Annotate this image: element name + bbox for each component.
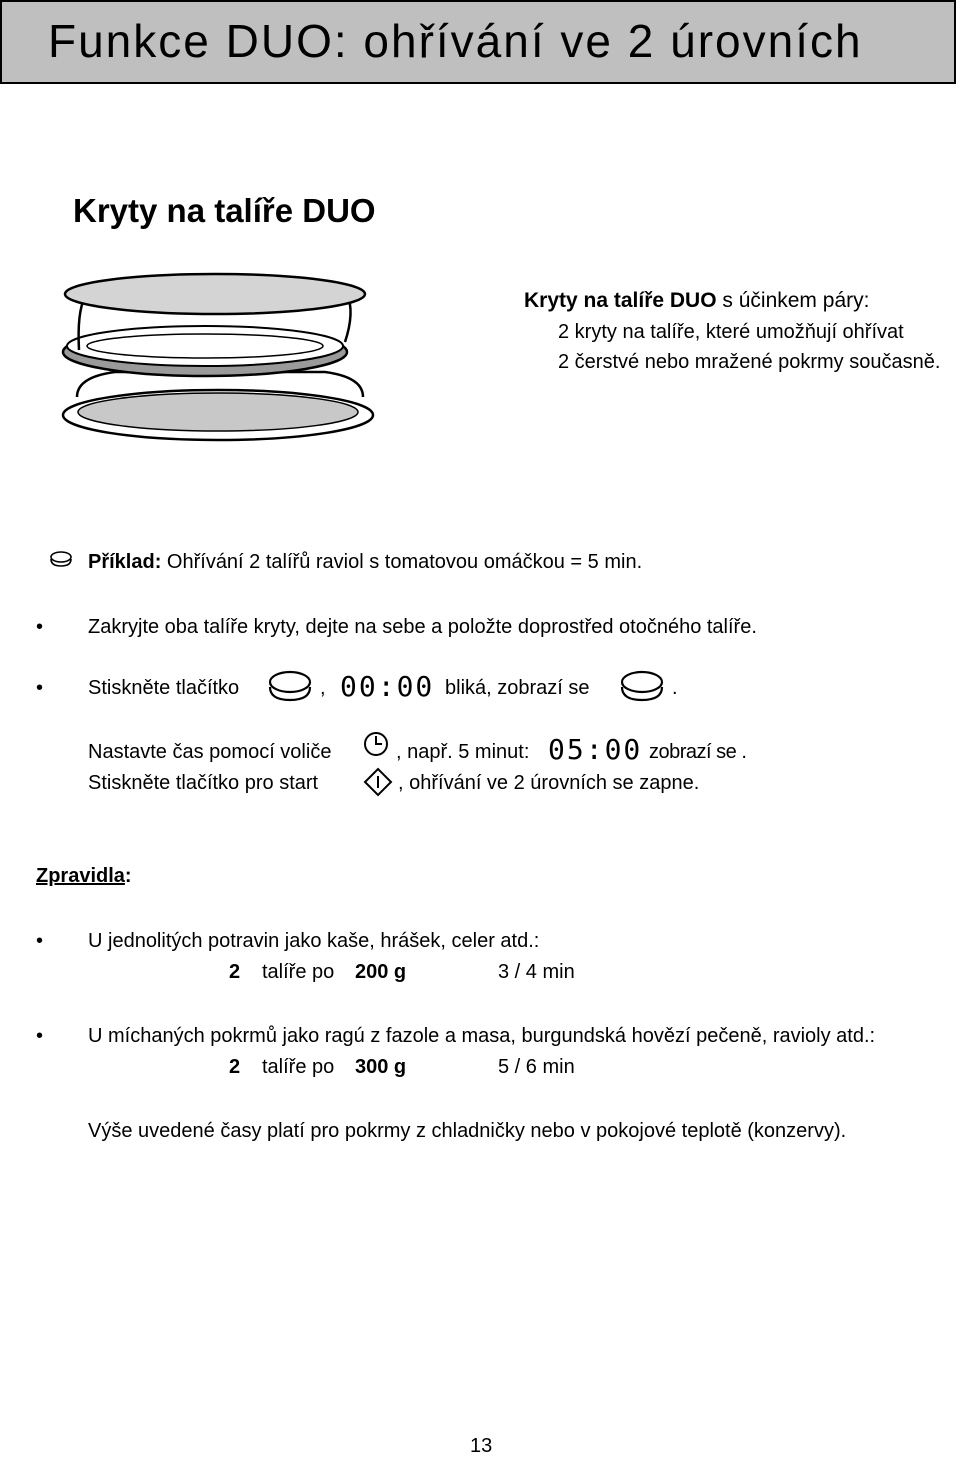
rule-2-time: 5 / 6 min: [498, 1056, 575, 1078]
intro-line-2: 2 kryty na talíře, které umožňují ohřívat: [558, 321, 904, 343]
bullet: •: [36, 1025, 44, 1047]
display-readout-2: 05:00: [548, 733, 643, 766]
rule-1-weight: 200 g: [355, 961, 407, 983]
step-2-text-a: Stiskněte tlačítko: [88, 677, 240, 699]
step-2-text-c: bliká, zobrazí se: [445, 677, 590, 699]
step-2-comma: ,: [320, 677, 326, 699]
bullet: •: [36, 930, 44, 952]
rule-2-count: 2: [229, 1056, 241, 1078]
rules-note: Výše uvedené časy platí pro pokrmy z chladničky nebo v pokojové teplotě (konzervy).: [88, 1120, 847, 1142]
rule-1-count: 2: [229, 961, 241, 983]
step-3-text-c: zobrazí se .: [649, 741, 747, 763]
plate-icon: [49, 550, 73, 570]
rule-1: U jednolitých potravin jako kaše, hrášek, celer atd.:: [88, 930, 540, 952]
intro-line-3: 2 čerstvé nebo mražené pokrmy současně.: [558, 351, 941, 373]
rule-2: U míchaných pokrmů jako ragú z fazole a masa, burgundská hovězí pečeně, ravioly atd.:: [88, 1025, 876, 1047]
duo-button-icon: [266, 668, 314, 708]
page-title: Funkce DUO: ohřívání ve 2 úrovních: [48, 15, 863, 67]
duo-covers-illustration: [55, 272, 385, 452]
bullet: •: [36, 677, 44, 699]
step-1: Zakryjte oba talíře kryty, dejte na sebe a položte doprostřed otočného talíře.: [88, 616, 757, 638]
step-4-text-a: Stiskněte tlačítko pro start: [88, 772, 319, 794]
rule-2-mid: talíře po: [262, 1056, 335, 1078]
step-2-period: .: [672, 677, 678, 699]
duo-display-icon: [618, 668, 666, 708]
bullet: •: [36, 616, 44, 638]
rule-2-weight: 300 g: [355, 1056, 407, 1078]
step-4-text-b: , ohřívání ve 2 úrovních se zapne.: [398, 772, 700, 794]
section-title: Kryty na talíře DUO: [73, 192, 376, 229]
rule-1-time: 3 / 4 min: [498, 961, 575, 983]
step-3-text-b: , např. 5 minut:: [396, 741, 530, 763]
intro-line-1: Kryty na talíře DUO s účinkem páry:: [524, 289, 870, 312]
step-3-text-a: Nastavte čas pomocí voliče: [88, 741, 332, 763]
start-button-icon: [363, 767, 393, 797]
example-line: Příklad: Ohřívání 2 talířů raviol s tomatovou omáčkou = 5 min.: [88, 551, 643, 573]
rule-1-mid: talíře po: [262, 961, 335, 983]
display-readout-1: 00:00: [340, 670, 435, 703]
rules-heading: Zpravidla:: [36, 865, 132, 887]
timer-dial-icon: [362, 730, 390, 758]
page-number: 13: [470, 1435, 493, 1457]
